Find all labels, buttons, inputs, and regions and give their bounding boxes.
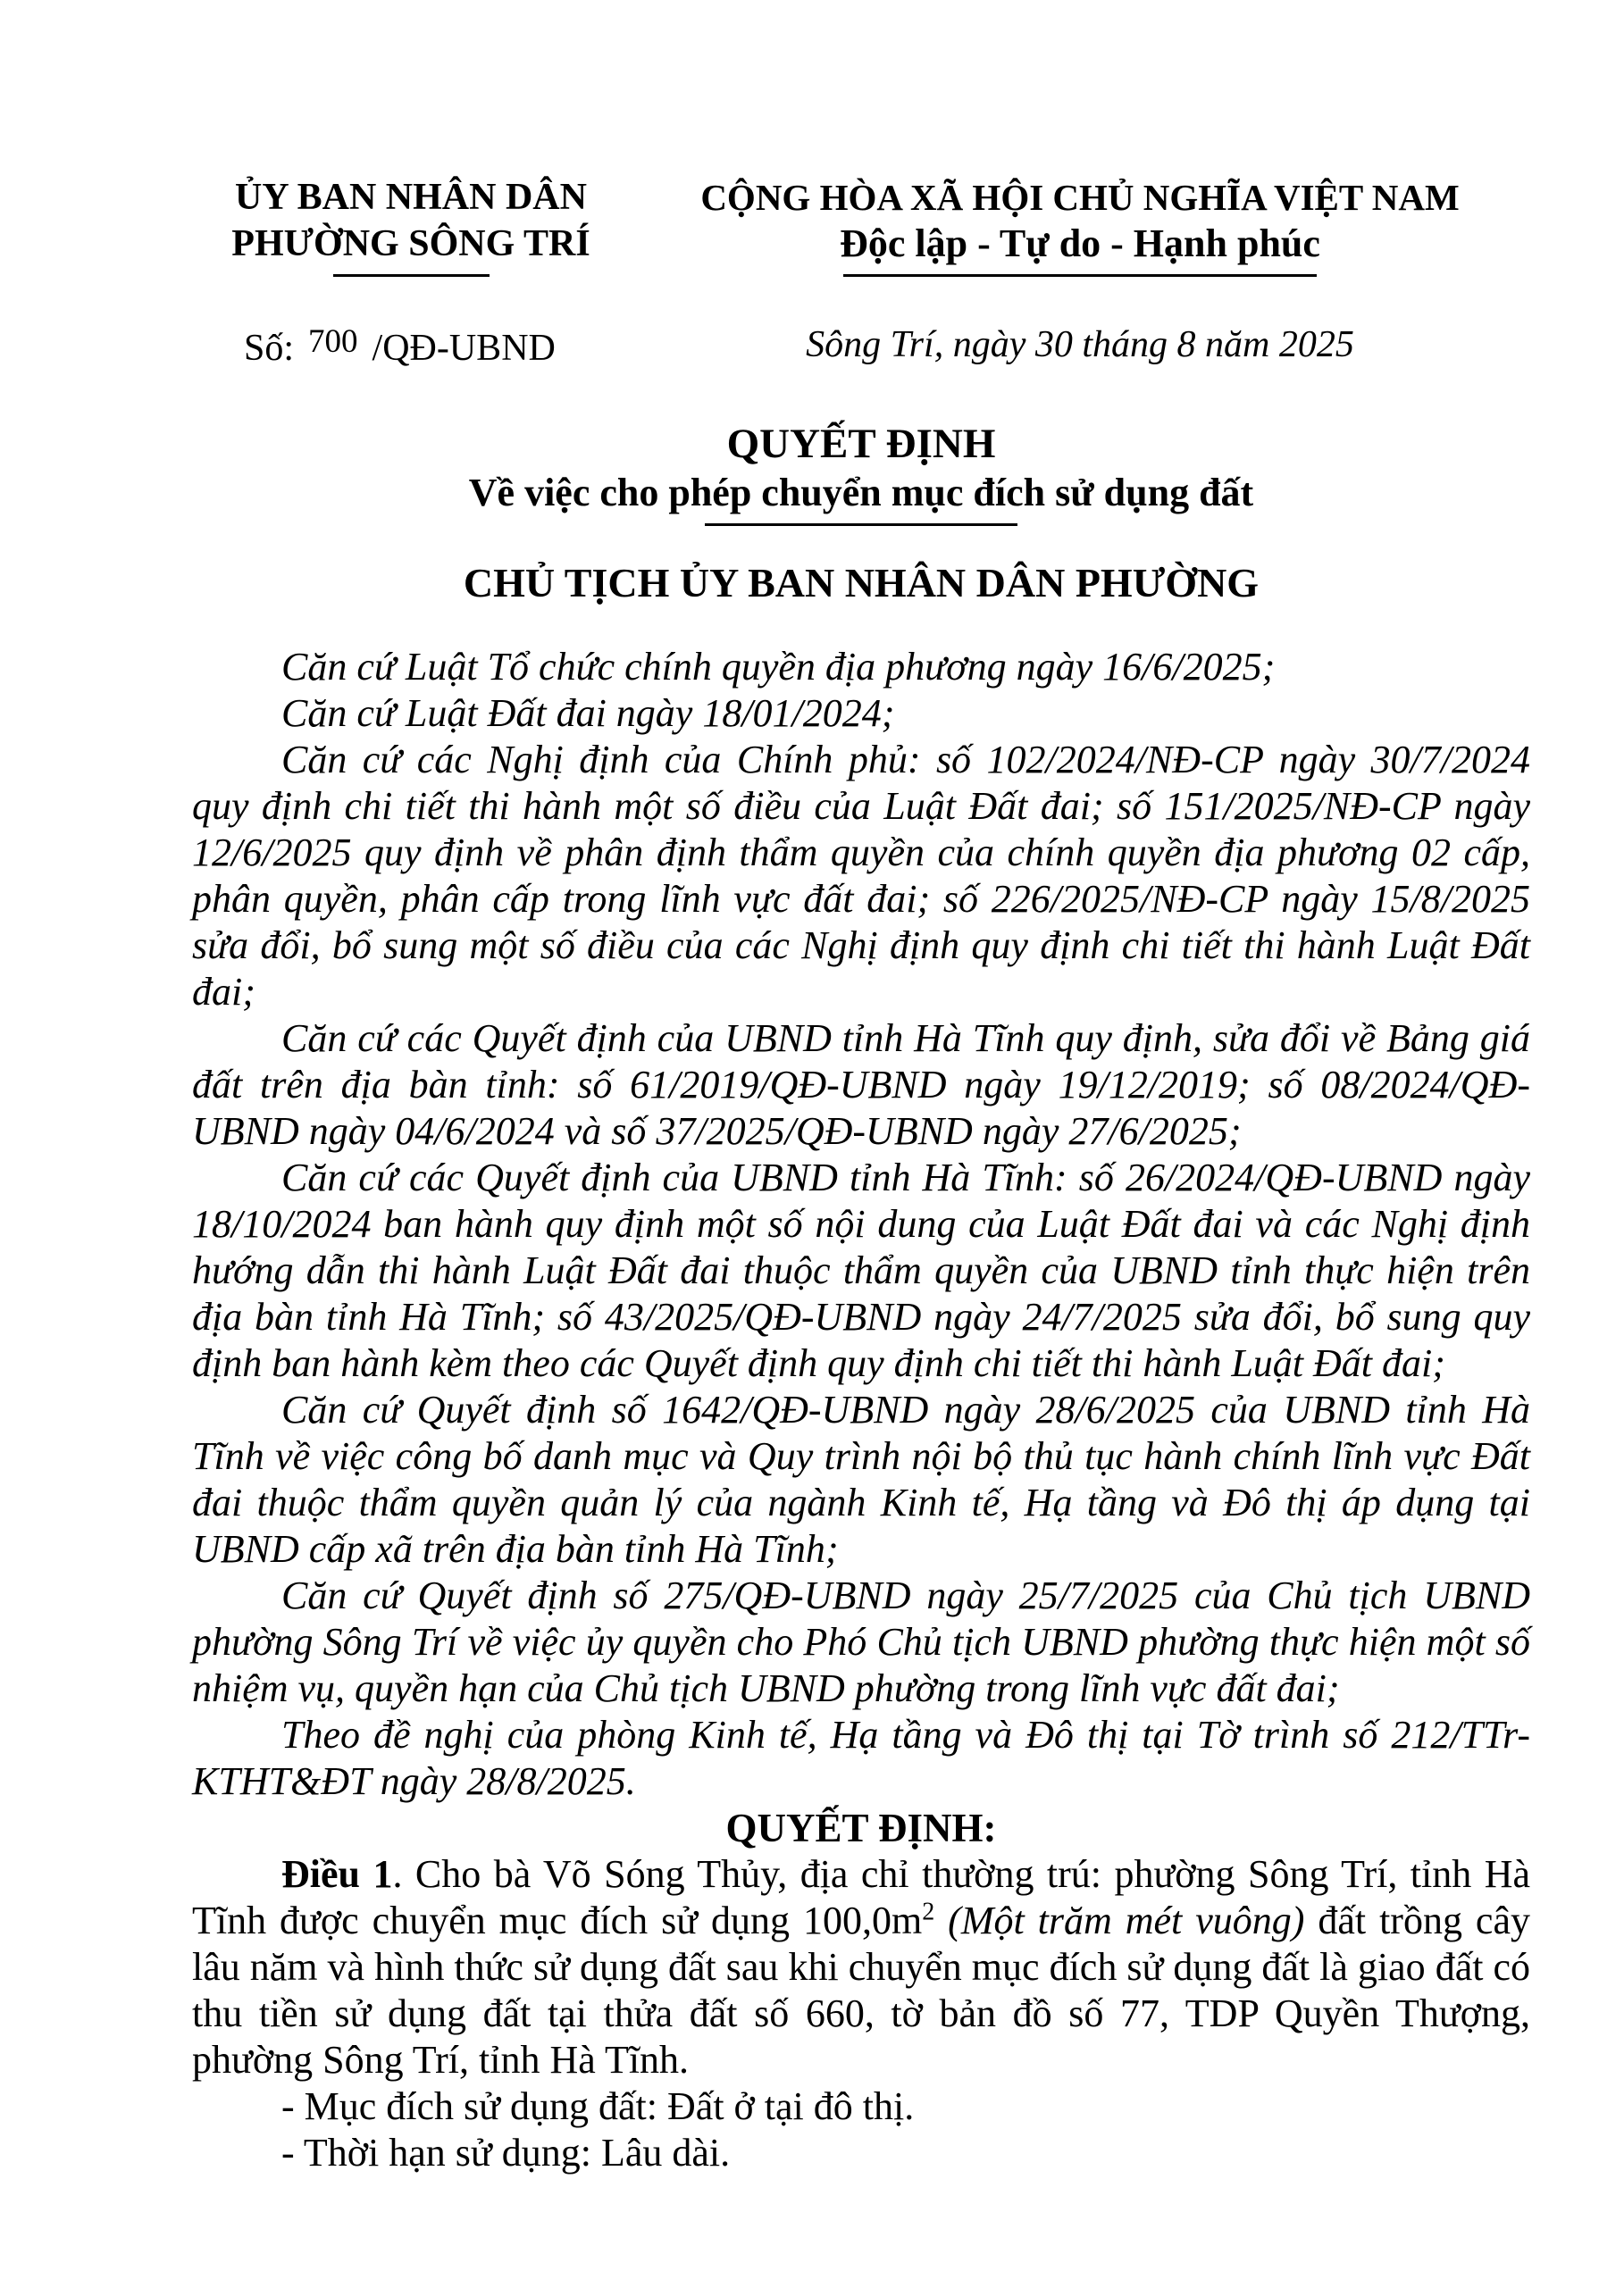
document-subtitle: Về việc cho phép chuyển mục đích sử dụng đất [468,471,1254,514]
detail-line: - Mục đích sử dụng đất: Đất ở tại đô thị. [281,2084,915,2128]
preamble-paragraph: Căn cứ Quyết định số 275/QĐ-UBND ngày 25/7/2025 của Chủ tịch UBND phường Sông Trí về việc ủy quyền cho Phó Chủ tịch UBND phường thực hiện một số nhiệm vụ, quyền hạn của Chủ tịch UBND phường trong lĩnh vực đất đai; [192,1574,1530,1710]
preamble-paragraph: Căn cứ Luật Tổ chức chính quyền địa phương ngày 16/6/2025; [281,645,1276,689]
article-1-label: Điều 1 [281,1852,393,1896]
preamble-section [192,644,1530,1805]
issuing-authority-line1: ỦY BAN NHÂN DÂN [235,177,587,218]
article-1-details [192,2083,1530,2176]
issuing-authority-block [192,174,630,370]
document-number-value: 700 [308,323,358,360]
area-in-words-note: (Một trăm mét vuông) [934,1899,1318,1942]
header-left-rule [333,274,490,277]
document-title-block [192,420,1530,606]
document-title: QUYẾT ĐỊNH [726,421,996,467]
article-1-text-part2: đất trồng cây lâu năm và hình thức sử dụng đất sau khi chuyển mục đích sử dụng đất là giao đất có thu tiền sử dụng đất tại thửa đất số 660, tờ bản đồ số 77, TDP Quyền Thượng, phường Sông Trí, tỉnh Hà Tĩnh. [192,1899,1530,2082]
national-motto: Độc lập - Tự do - Hạnh phúc [840,221,1320,265]
national-motto-block [630,174,1530,366]
document-number-line [192,323,630,370]
decision-heading: QUYẾT ĐỊNH: [725,1806,997,1850]
document-header [192,174,1530,370]
title-rule [705,523,1017,526]
preamble-paragraph: Căn cứ các Nghị định của Chính phủ: số 102/2024/NĐ-CP ngày 30/7/2024 quy định chi tiết thi hành một số điều của Luật Đất đai; số 151/2025/NĐ-CP ngày 12/6/2025 quy định về phân định thẩm quyền của chính quyền địa phương 02 cấp, phân quyền, phân cấp trong lĩnh vực đất đai; số 226/2025/NĐ-CP ngày 15/8/2025 sửa đổi, bổ sung một số điều của các Nghị định quy định chi tiết thi hành Luật Đất đai; [192,738,1530,1014]
place-date-line: Sông Trí, ngày 30 tháng 8 năm 2025 [806,324,1354,365]
preamble-paragraph: Căn cứ Luật Đất đai ngày 18/01/2024; [281,691,895,735]
document-number-suffix: /QĐ-UBND [372,328,556,369]
issuing-authority-line2: PHƯỜNG SÔNG TRÍ [231,223,590,264]
article-1-paragraph [192,1851,1530,2083]
deciding-authority: CHỦ TỊCH ỦY BAN NHÂN DÂN PHƯỜNG [463,560,1260,605]
document-number-label: Số: [244,328,295,369]
header-right-rule [843,274,1317,277]
document-body [192,644,1530,2176]
preamble-paragraph: Căn cứ các Quyết định của UBND tỉnh Hà Tĩnh: số 26/2024/QĐ-UBND ngày 18/10/2024 ban hành quy định một số nội dung của Luật Đất đai và các Nghị định hướng dẫn thi hành Luật Đất đai thuộc thẩm quyền của UBND tỉnh thực hiện trên địa bàn tỉnh Hà Tĩnh; số 43/2025/QĐ-UBND ngày 24/7/2025 sửa đổi, bổ sung quy định ban hành kèm theo các Quyết định quy định chi tiết thi hành Luật Đất đai; [192,1156,1530,1385]
preamble-paragraph: Căn cứ các Quyết định của UBND tỉnh Hà Tĩnh quy định, sửa đổi về Bảng giá đất trên địa bàn tỉnh: số 61/2019/QĐ-UBND ngày 19/12/2019; số 08/2024/QĐ-UBND ngày 04/6/2024 và số 37/2025/QĐ-UBND ngày 27/6/2025; [192,1016,1530,1153]
square-meter-superscript: 2 [922,1898,935,1926]
national-title: CỘNG HÒA XÃ HỘI CHỦ NGHĨA VIỆT NAM [700,177,1460,218]
preamble-paragraph: Căn cứ Quyết định số 1642/QĐ-UBND ngày 28/6/2025 của UBND tỉnh Hà Tĩnh về việc công bố danh mục và Quy trình nội bộ thủ tục hành chính lĩnh vực Đất đai thuộc thẩm quyền quản lý của ngành Kinh tế, Hạ tầng và Đô thị áp dụng tại UBND cấp xã trên địa bàn tỉnh Hà Tĩnh; [192,1388,1530,1571]
article-1-text-part1: . Cho bà Võ Sóng Thủy, địa chỉ thường trú: phường Sông Trí, tỉnh Hà Tĩnh được chuyển mục đích sử dụng 100,0m [192,1852,1530,1942]
detail-line: - Thời hạn sử dụng: Lâu dài. [281,2131,731,2175]
preamble-paragraph: Theo đề nghị của phòng Kinh tế, Hạ tầng và Đô thị tại Tờ trình số 212/TTr-KTHT&ĐT ngày 28/8/2025. [192,1713,1530,1803]
